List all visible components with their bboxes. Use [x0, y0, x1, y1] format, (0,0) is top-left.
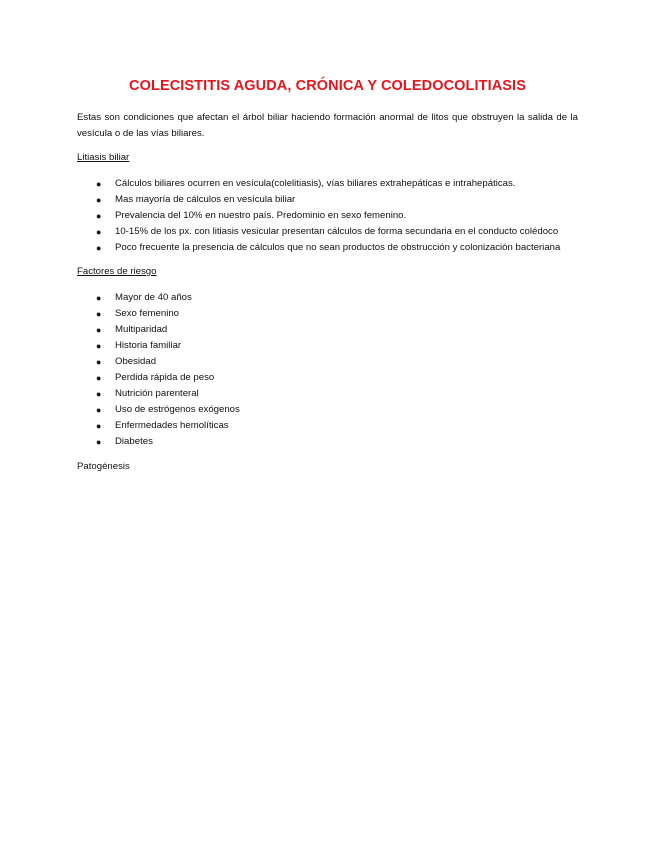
list-item: ● Cálculos biliares ocurren en vesícula(colelitiasis), vías biliares extrahepáticas e intrahepáticas.: [115, 176, 578, 192]
section-heading-factores: Factores de riesgo: [77, 266, 157, 277]
bullet-icon: ●: [96, 421, 102, 431]
list-item: ● 10-15% de los px. con litiasis vesicular presentan cálculos de forma secundaria en el conducto colédoco: [115, 224, 578, 240]
list-item: ● Prevalencia del 10% en nuestro país. Predominio en sexo femenino.: [115, 208, 578, 224]
litiasis-list: [77, 176, 578, 256]
bullet-icon: ●: [96, 389, 102, 399]
list-item: ● Enfermedades hemolíticas: [115, 418, 578, 434]
bullet-icon: ●: [96, 405, 102, 415]
bullet-icon: ●: [96, 195, 102, 205]
bullet-icon: ●: [96, 293, 102, 303]
document-title: COLECISTITIS AGUDA, CRÓNICA Y COLEDOCOLITIASIS: [129, 78, 526, 94]
section-heading-patogenesis: Patogénesis: [77, 461, 130, 472]
document-body: [77, 110, 578, 475]
intro-paragraph: Estas son condiciones que afectan el árbol biliar haciendo formación anormal de litos que obstruyen la salida de la vesícula o de las vías biliares.: [77, 112, 578, 139]
bullet-icon: ●: [96, 325, 102, 335]
bullet-icon: ●: [96, 179, 102, 189]
list-item: ● Mas mayoría de cálculos en vesícula biliar: [115, 192, 578, 208]
list-item: ● Diabetes: [115, 434, 578, 450]
bullet-icon: ●: [96, 373, 102, 383]
list-item: ● Obesidad: [115, 354, 578, 370]
list-item: ● Perdida rápida de peso: [115, 370, 578, 386]
bullet-icon: ●: [96, 211, 102, 221]
list-item: ● Historia familiar: [115, 338, 578, 354]
bullet-icon: ●: [96, 357, 102, 367]
bullet-icon: ●: [96, 309, 102, 319]
bullet-icon: ●: [96, 437, 102, 447]
bullet-icon: ●: [96, 341, 102, 351]
list-item: ● Nutrición parenteral: [115, 386, 578, 402]
section-heading-litiasis: Litiasis biliar: [77, 152, 130, 163]
list-item: ● Sexo femenino: [115, 306, 578, 322]
list-item: ● Multiparidad: [115, 322, 578, 338]
list-item: ● Poco frecuente la presencia de cálculos que no sean productos de obstrucción y colonización bacteriana: [115, 240, 578, 256]
list-item: ● Mayor de 40 años: [115, 290, 578, 306]
bullet-icon: ●: [96, 227, 102, 237]
bullet-icon: ●: [96, 243, 102, 253]
factores-list: [77, 290, 578, 450]
list-item: ● Uso de estrógenos exógenos: [115, 402, 578, 418]
